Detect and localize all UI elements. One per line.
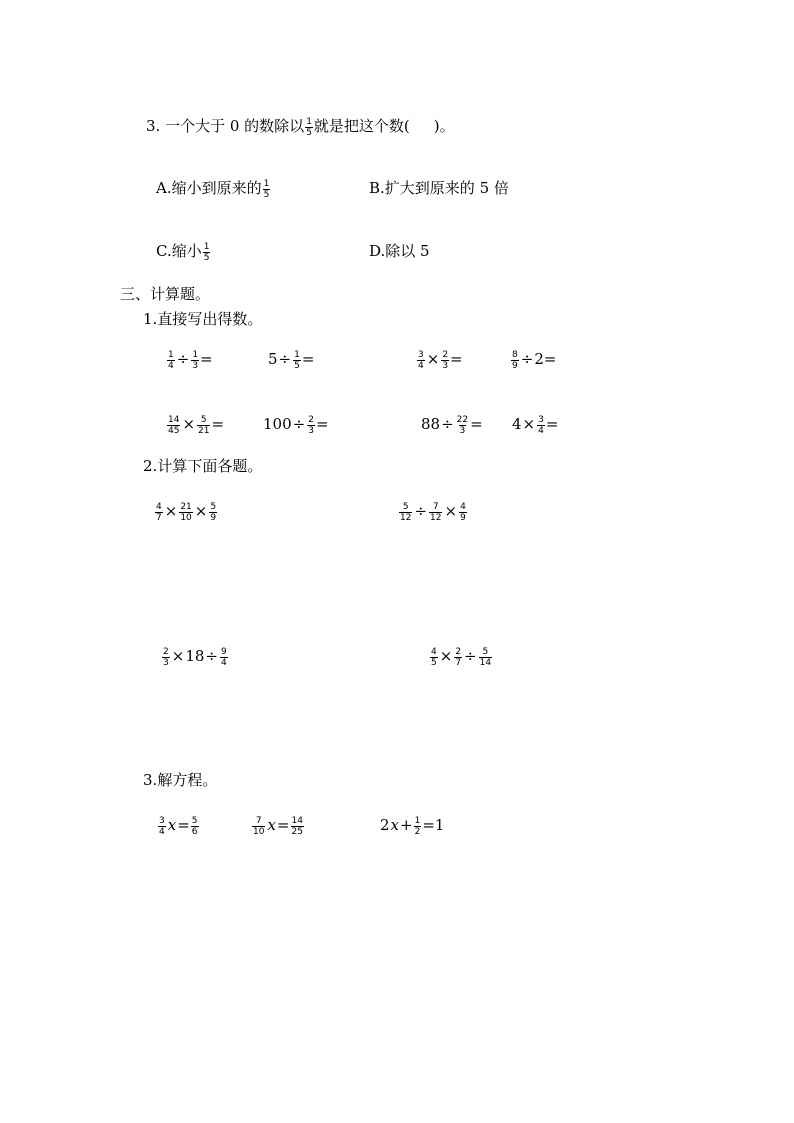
question-text: 一个大于 0 的数除以 [165,117,305,135]
expression [263,414,329,436]
fraction [307,415,315,436]
numerator: 7 [255,815,262,826]
math-text: 2. [143,457,158,475]
numerator: 1 [192,349,199,360]
math-text: = [422,816,435,834]
math-text: 4 [512,415,522,433]
numerator: 2 [163,646,169,657]
operator: ÷ [176,350,190,368]
denominator: 3 [163,657,169,668]
math-text: + [400,816,413,834]
option-a[interactable] [156,178,271,200]
math-text: = [450,350,463,368]
option-text: 扩大到原来的 5 倍 [384,179,509,197]
math-text: 解方程。 [157,771,218,789]
question-text: 就是把这个数( [313,117,410,135]
math-text: 18 [185,647,205,665]
denominator: 4 [418,360,424,371]
fraction [441,350,449,371]
numerator: 1 [306,116,312,127]
math-text: 直接写出得数。 [157,310,263,328]
fraction [220,647,228,668]
denominator: 45 [168,425,180,436]
fraction [417,350,425,371]
option-label: B. [369,179,385,197]
fraction [191,350,199,371]
question-text: )。 [433,117,455,135]
question-3 [146,116,455,138]
fraction [209,502,217,523]
operator: ÷ [414,502,428,520]
equation [380,815,444,837]
operator: ÷ [292,415,306,433]
fraction [479,647,492,668]
fraction [291,816,304,837]
denominator: 4 [538,425,544,436]
fraction [155,502,163,523]
operator: × [522,415,536,433]
math-text: 2 [380,816,390,834]
numerator: 3 [418,349,424,360]
numerator: 2 [442,349,449,360]
expression [510,349,556,371]
operator: ÷ [205,647,218,665]
numerator: 5 [402,501,409,512]
section-title: 三、计算题。 [120,285,211,303]
fraction [263,179,271,200]
numerator: 4 [460,501,466,512]
denominator: 3 [308,425,314,436]
denominator: 3 [459,425,466,436]
expression [161,646,229,668]
numerator: 7 [432,501,439,512]
operator: × [439,647,453,665]
operator: ÷ [520,350,534,368]
math-text: = [545,415,559,433]
numerator: 2 [308,414,314,425]
fraction [511,350,519,371]
denominator: 5 [294,360,300,371]
option-label: A. [156,179,172,197]
math-text: = [211,415,225,433]
variable: x [390,816,400,834]
option-d[interactable] [369,241,430,261]
operator: × [194,502,208,520]
fraction [430,647,438,668]
option-b[interactable] [369,178,509,198]
numerator: 1 [294,349,300,360]
numerator: 9 [220,646,227,657]
numerator: 1 [203,241,210,252]
operator: × [444,502,458,520]
denominator: 6 [191,826,198,837]
question-number: 3. [146,117,161,135]
denominator: 5 [203,252,210,263]
fraction [158,816,166,837]
math-text: 2 [534,350,544,368]
denominator: 3 [442,360,449,371]
fraction [293,350,301,371]
numerator: 5 [482,646,489,657]
numerator: 14 [168,414,180,425]
math-text: 1 [434,816,445,834]
denominator: 12 [400,512,412,523]
equation [251,815,305,837]
fraction [414,816,422,837]
denominator: 25 [291,826,303,837]
operator: × [426,350,440,368]
math-text: = [200,350,213,368]
math-text: 88 [421,415,441,433]
expression [268,349,314,371]
math-text: = [543,350,557,368]
math-text: = [301,350,315,368]
option-c[interactable] [156,241,211,263]
math-text: 计算下面各题。 [157,457,263,475]
numerator: 5 [191,815,198,826]
denominator: 2 [414,826,421,837]
option-label: D. [369,242,386,260]
denominator: 5 [431,657,437,668]
math-text: = [470,415,483,433]
fraction [252,816,265,837]
numerator: 4 [156,501,162,512]
operator: × [171,647,185,665]
denominator: 7 [156,512,162,523]
numerator: 8 [512,349,518,360]
denominator: 10 [180,512,192,523]
part-2-title [143,456,262,476]
denominator: 4 [159,826,165,837]
numerator: 4 [431,646,437,657]
denominator: 9 [512,360,518,371]
denominator: 14 [479,657,492,668]
fraction [197,415,210,436]
fraction [399,502,412,523]
expression [512,414,558,436]
expression [166,349,213,371]
option-label: C. [156,242,172,260]
numerator: 22 [456,414,469,425]
expression [166,414,224,436]
math-text: 5 [268,350,278,368]
numerator: 3 [538,414,544,425]
fraction [191,816,199,837]
part-3-title [143,770,217,790]
math-text: 3. [143,771,158,789]
expression [416,349,463,371]
denominator: 5 [263,189,270,200]
option-text: 缩小到原来的 [171,179,262,197]
fraction [179,502,192,523]
fraction [167,350,175,371]
numerator: 1 [414,815,421,826]
expression [154,501,218,523]
option-text: 除以 5 [385,242,430,260]
equation [157,815,200,837]
denominator: 3 [192,360,199,371]
denominator: 12 [430,512,442,523]
fraction [456,415,469,436]
denominator: 7 [455,657,462,668]
numerator: 14 [291,815,303,826]
operator: × [182,415,196,433]
operator: ÷ [441,415,454,433]
denominator: 9 [210,512,217,523]
variable: x [167,816,177,834]
numerator: 5 [200,414,207,425]
numerator: 21 [180,501,192,512]
expression [429,646,493,668]
part-1-title [143,309,262,329]
math-text: 1. [143,310,158,328]
denominator: 4 [220,657,227,668]
fraction [167,415,180,436]
numerator: 1 [263,178,270,189]
math-text: = [276,816,290,834]
fraction [459,502,467,523]
operator: ÷ [464,647,477,665]
numerator: 3 [159,815,165,826]
fraction [429,502,442,523]
fraction [305,117,313,138]
fraction [537,415,545,436]
denominator: 5 [306,127,312,138]
operator: ÷ [278,350,292,368]
fraction [454,647,462,668]
numerator: 5 [210,501,217,512]
numerator: 2 [455,646,462,657]
denominator: 9 [460,512,466,523]
denominator: 21 [198,425,210,436]
math-text: 100 [263,415,292,433]
math-text: = [177,816,190,834]
expression [421,414,483,436]
operator: × [164,502,178,520]
denominator: 4 [168,360,174,371]
option-text: 缩小 [171,242,202,260]
fraction [162,647,170,668]
expression [398,501,468,523]
variable: x [267,816,276,834]
denominator: 10 [253,826,265,837]
numerator: 1 [168,349,174,360]
fraction [203,242,211,263]
math-text: = [315,415,329,433]
